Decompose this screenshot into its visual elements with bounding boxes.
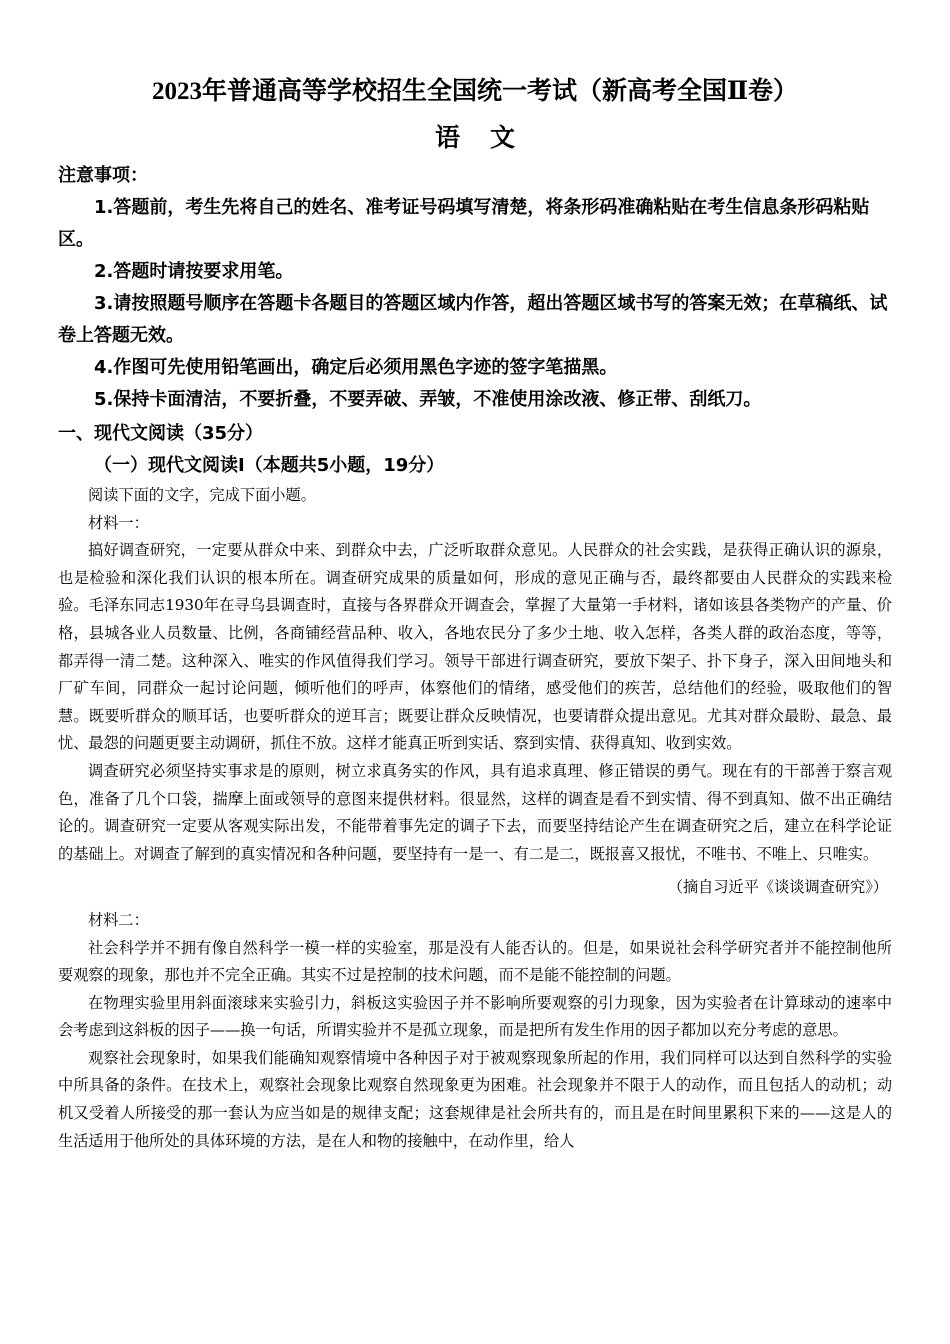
source-citation: （摘自习近平《谈谈调查研究》） <box>667 878 888 897</box>
material-label: 材料二： <box>88 910 149 929</box>
section-heading: 一、现代文阅读（35分） <box>58 423 264 444</box>
notice-item: 5.保持卡面清洁，不要折叠，不要弄破、弄皱，不准使用涂改液、修正带、刮纸刀。 <box>94 389 762 410</box>
instruction-text: 阅读下面的文字，完成下面小题。 <box>88 486 316 504</box>
passage-paragraph: 调查研究必须坚持实事求是的原则，树立求真务实的作风，具有追求真理、修正错误的勇气。现在有的干部善于察言观色，准备了几个口袋，揣摩上面或领导的意图来提供材料。很显然，这样的调查是看不到实情、得不到真知、做不出正确结论的。调查研究一定要从客观实际出发，不能带着事先定的调子下去，而要坚持结论产生在调查研究之后，建立在科学论证的基础上。对调查了解到的真实情况和各种问题，要坚持有一是一、有二是二，既报喜又报忧，不唯书、不唯上、只唯实。 <box>58 761 892 863</box>
passage-paragraph: 在物理实验里用斜面滚球来实验引力，斜板这实验因子并不影响所要观察的引力现象，因为实验者在计算球动的速率中会考虑到这斜板的因子——换一句话，所谓实验并不是孤立现象，而是把所有发生作用的因子都加以充分考虑的意思。 <box>58 993 892 1040</box>
exam-title: 2023年普通高等学校招生全国统一考试（新高考全国Ⅱ卷） <box>151 78 799 105</box>
notice-section <box>58 160 892 482</box>
reading-passage <box>58 482 892 1155</box>
subject-title: 语文 <box>434 125 545 152</box>
notice-item: 2.答题时请按要求用笔。 <box>94 261 294 282</box>
notice-heading: 注意事项： <box>58 165 148 186</box>
passage-paragraph: 搞好调查研究，一定要从群众中来、到群众中去，广泛听取群众意见。人民群众的社会实践，是获得正确认识的源泉，也是检验和深化我们认识的根本所在。调查研究成果的质量如何，形成的意见正确与否，最终都要由人民群众的实践来检验。毛泽东同志1930年在寻乌县调查时，直接与各界群众开调查会，掌握了大量第一手材料，诸如该县各类物产的产量、价格，县城各业人员数量、比例，各商铺经营品种、收入，各地农民分了多少土地、收入怎样，各类人群的政治态度，等等，都弄得一清二楚。这种深入、唯实的作风值得我们学习。领导干部进行调查研究，要放下架子、扑下身子，深入田间地头和厂矿车间，同群众一起讨论问题，倾听他们的呼声，体察他们的情绪，感受他们的疾苦，总结他们的经验，吸取他们的智慧。既要听群众的顺耳话，也要听群众的逆耳言；既要让群众反映情况，也要请群众提出意见。尤其对群众最盼、最急、最忧、最怨的问题更要主动调研，抓住不放。这样才能真正听到实话、察到实情、获得真知、收到实效。 <box>58 541 892 753</box>
notice-item: 4.作图可先使用铅笔画出，确定后必须用黑色字迹的签字笔描黑。 <box>94 357 618 378</box>
material-label: 材料一： <box>88 513 149 532</box>
passage-paragraph: 观察社会现象时，如果我们能确知观察情境中各种因子对于被观察现象所起的作用，我们同样可以达到自然科学的实验中所具备的条件。在技术上，观察社会现象比观察自然现象更为困难。社会现象并不限于人的动作，而且包括人的动机；动机又受着人所接受的那一套认为应当如是的规律支配；这套规律是社会所共有的，而且是在时间里累积下来的——这是人的生活适用于他所处的具体环境的方法，是在人和物的接触中，在动作里，给人 <box>58 1048 892 1150</box>
notice-item: 1.答题前，考生先将自己的姓名、准考证号码填写清楚，将条形码准确粘贴在考生信息条形码粘贴区。 <box>58 197 870 250</box>
notice-item: 3.请按照题号顺序在答题卡各题目的答题区域内作答，超出答题区域书写的答案无效；在草稿纸、试卷上答题无效。 <box>58 293 888 346</box>
passage-paragraph: 社会科学并不拥有像自然科学一模一样的实验室，那是没有人能否认的。但是，如果说社会科学研究者并不能控制他所要观察的现象，那也并不完全正确。其实不过是控制的技术问题，而不是能不能控制的问题。 <box>58 938 892 985</box>
subsection-heading: （一）现代文阅读Ⅰ（本题共5小题，19分） <box>94 455 445 476</box>
